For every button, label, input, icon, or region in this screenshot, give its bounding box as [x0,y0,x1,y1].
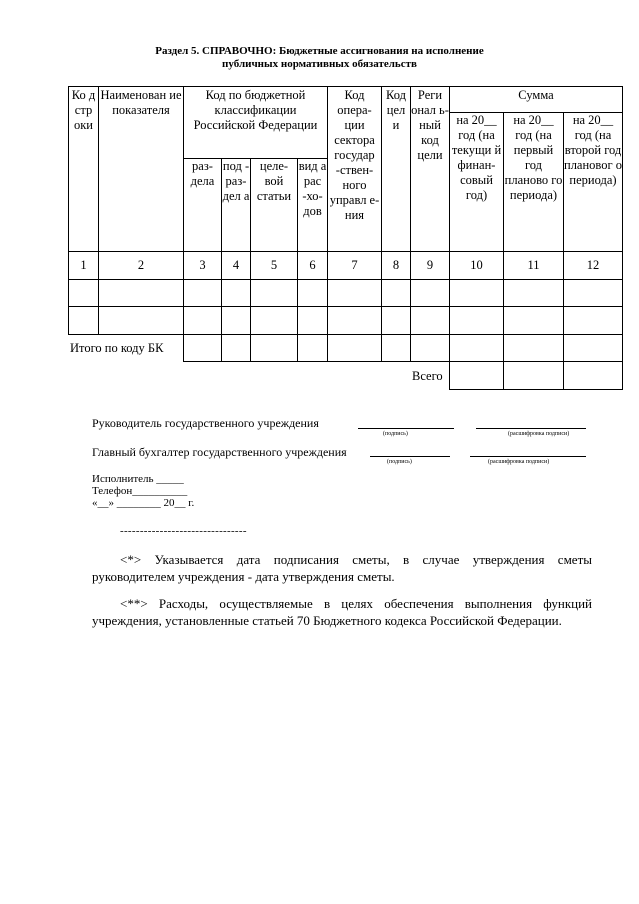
head-label: Руководитель государственного учреждения [92,416,319,430]
header-tselevoy-stati: целе- вой статьи [250,158,298,252]
table-cell[interactable] [410,306,450,335]
col-number: 11 [503,251,564,280]
header-naimenovanie: Наименован ие показателя [98,86,184,252]
chief-signature-line[interactable] [370,456,450,457]
podpis-caption: (подпись) [383,431,408,437]
chief-accountant-label: Главный бухгалтер государственного учреждения [92,445,347,459]
table-cell[interactable] [563,306,623,335]
table-cell[interactable] [449,279,504,307]
table-cell[interactable] [297,334,328,362]
header-razdela: раз- дела [183,158,222,252]
header-regionalny-kod: Реги онал ь- ный код цели [410,86,450,252]
table-cell[interactable] [183,334,222,362]
table-cell[interactable] [183,306,222,335]
table-cell[interactable] [449,334,504,362]
footnote-separator: -------------------------------- [120,525,247,537]
col-number: 10 [449,251,504,280]
table-cell[interactable] [410,279,450,307]
header-podrazdela: под - раз- дел а [221,158,251,252]
itogo-label: Итого по коду БК [70,341,164,355]
header-kosgu: Код опера- ции сектора государ -ствен- ного управл е-ния [327,86,382,252]
table-cell[interactable] [68,279,99,307]
table-cell[interactable] [327,279,382,307]
table-cell[interactable] [221,334,251,362]
header-year-2: на 20__ год (на первый год планово го периода) [503,112,564,252]
header-summa: Сумма [449,86,623,113]
table-cell[interactable] [327,334,382,362]
col-number: 6 [297,251,328,280]
table-cell[interactable] [250,306,298,335]
podpis-caption: (подпись) [387,459,412,465]
header-kod-tseli: Код цел и [381,86,411,252]
header-vida-rashodov: вид а рас -хо- дов [297,158,328,252]
table-cell[interactable] [563,279,623,307]
table-cell[interactable] [503,334,564,362]
col-number: 8 [381,251,411,280]
table-cell[interactable] [221,306,251,335]
table-cell[interactable] [381,334,411,362]
table-cell[interactable] [410,334,450,362]
table-cell[interactable] [503,306,564,335]
table-cell[interactable] [449,361,504,390]
col-number: 7 [327,251,382,280]
chief-name-line[interactable] [470,456,586,457]
col-number: 9 [410,251,450,280]
telefon-label: Телефон__________ [92,485,188,497]
header-kod-stroki: Ко д стр оки [68,86,99,252]
col-number: 4 [221,251,251,280]
table-cell[interactable] [98,306,184,335]
table-cell[interactable] [250,279,298,307]
table-cell[interactable] [297,279,328,307]
table-cell[interactable] [98,279,184,307]
section-title: Раздел 5. СПРАВОЧНО: Бюджетные ассигнования на исполнение [155,45,484,57]
header-year-3: на 20__ год (на второй год плановог о периода) [563,112,623,252]
col-number: 12 [563,251,623,280]
table-cell[interactable] [503,279,564,307]
table-cell[interactable] [183,279,222,307]
rasshifrovka-caption: (расшифровка подписи) [488,459,550,465]
col-number: 5 [250,251,298,280]
table-cell[interactable] [563,361,623,390]
head-signature-line[interactable] [358,428,454,429]
table-cell[interactable] [327,306,382,335]
table-cell[interactable] [449,306,504,335]
ispolnitel-label: Исполнитель _____ [92,473,184,485]
footnote-1: <*> Указывается дата подписания сметы, в случае утверждения сметы руководителем учреждения - дата утверждения сметы. [92,552,592,584]
col-number: 1 [68,251,99,280]
table-cell[interactable] [297,306,328,335]
table-cell[interactable] [563,334,623,362]
col-number: 2 [98,251,184,280]
head-name-line[interactable] [476,428,586,429]
table-cell[interactable] [68,306,99,335]
table-cell[interactable] [250,334,298,362]
table-cell[interactable] [381,306,411,335]
col-number: 3 [183,251,222,280]
footnote-2: <**> Расходы, осуществляемые в целях обеспечения выполнения функций учреждения, установленные статьей 70 Бюджетного кодекса Российской Федерации. [92,596,592,628]
vsego-label: Всего [412,369,443,383]
header-year-1: на 20__ год (на текущи й финан- совый год) [449,112,504,252]
table-cell[interactable] [503,361,564,390]
date-label: «__» ________ 20__ г. [92,497,195,509]
section-subtitle: публичных нормативных обязательств [222,58,417,70]
rasshifrovka-caption: (расшифровка подписи) [508,431,570,437]
table-cell[interactable] [381,279,411,307]
table-cell[interactable] [221,279,251,307]
header-kbk: Код по бюджетной классификации Российской Федерации [183,86,328,159]
